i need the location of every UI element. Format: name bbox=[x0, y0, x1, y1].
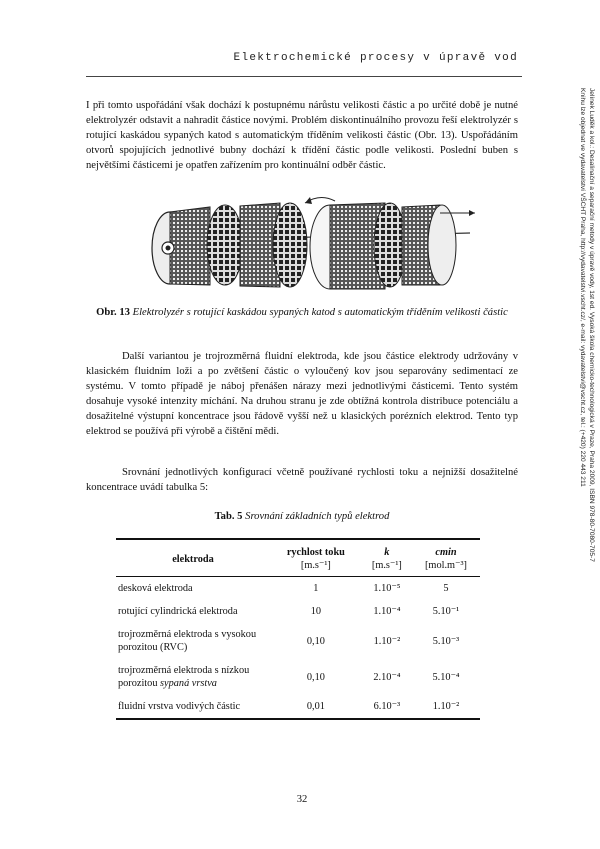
paragraph-fluid-electrode: Další variantou je trojrozměrná fluidní elektroda, kde jsou částice elektrody udržovány v klasickém fluidním loži a po zvětšení částic o vyloučený kov jsou separovány sedimentací ze systému. V tomto případě je náboj přenášen nárazy mezi jednotlivými částicemi. Tento systém dosahuje vysoké intenzity míchání. Na druhou stranu je zde obtížná kontrola distribuce potenciálu a dosažitelné výstupní koncentrace jsou řádově vyšší než u klasických porézních elektrod. Tento typ elektrod se používá při výrobě a čištění mědi. bbox=[86, 351, 518, 437]
cell-k: 1.10⁻⁵ bbox=[373, 583, 401, 594]
figure-caption bbox=[86, 305, 518, 320]
header-flow-unit: [m.s⁻¹] bbox=[300, 560, 331, 571]
table-title-label: Tab. 5 bbox=[214, 511, 243, 522]
cell-electrode: trojrozměrná elektroda s vysokou porozitou (RVC) bbox=[118, 629, 257, 653]
cell-cmin: 5.10⁻³ bbox=[432, 635, 460, 647]
header-cmin bbox=[412, 539, 480, 577]
cell-k: 6.10⁻³ bbox=[373, 701, 401, 712]
side-citation-note bbox=[579, 88, 596, 708]
table-row bbox=[116, 695, 480, 719]
cell-cmin: 5.10⁻⁴ bbox=[432, 671, 460, 683]
header-cmin-label: cmin bbox=[435, 547, 457, 558]
cell-flow: 0,10 bbox=[306, 671, 325, 683]
cell-flow: 1 bbox=[313, 583, 319, 594]
header-flow-label: rychlost toku bbox=[286, 547, 345, 558]
cell-electrode bbox=[116, 659, 270, 695]
side-note-line2: Knihu lze objednat ve vydavatelství VŠCHT Praha, http://vydavatelstvi.vscht.cz/, e-mail: vydavatelstvi@vscht.cz, tel.: (+420) 220 443 211 bbox=[579, 88, 586, 487]
table-title bbox=[86, 511, 518, 522]
figure-caption-text: Elektrolyzér s rotující kaskádou sypaných katod s automatickým tříděním velikosti částic bbox=[132, 307, 508, 318]
page-number: 32 bbox=[296, 794, 308, 805]
table-row bbox=[116, 623, 480, 659]
header-k-unit: [m.s⁻¹] bbox=[371, 560, 402, 571]
header-electrode: elektroda bbox=[172, 553, 214, 565]
table-row bbox=[116, 600, 480, 623]
separator-plate bbox=[207, 205, 243, 285]
table-header-row bbox=[116, 539, 480, 577]
paragraph-comparison: Srovnání jednotlivých konfigurací včetně používané rychlosti toku a nejnižší dosažitelné koncentrace uvádí tabulka 5: bbox=[86, 467, 518, 493]
cell-flow: 10 bbox=[310, 606, 322, 617]
header-cmin-unit: [mol.m⁻³] bbox=[425, 560, 467, 571]
electrode-comparison-table bbox=[116, 538, 480, 720]
cell-flow: 0,10 bbox=[306, 635, 325, 647]
cell-k: 1.10⁻² bbox=[373, 635, 401, 647]
cell-k: 2.10⁻⁴ bbox=[373, 671, 401, 683]
cell-electrode: rotující cylindrická elektroda bbox=[118, 606, 238, 617]
cell-electrode-main: trojrozměrná elektroda s nízkou porozitou bbox=[118, 665, 250, 689]
header-flow bbox=[270, 539, 362, 577]
header-rule bbox=[86, 76, 522, 77]
cell-electrode-italic: sypaná vrstva bbox=[160, 678, 217, 689]
cell-electrode: fluidní vrstva vodivých částic bbox=[118, 701, 241, 712]
header-k-label: k bbox=[384, 547, 390, 558]
cell-k: 1.10⁻⁴ bbox=[373, 606, 401, 617]
header-k bbox=[362, 539, 412, 577]
table-title-text: Srovnání základních typů elektrod bbox=[245, 511, 390, 522]
figure-caption-label: Obr. 13 bbox=[96, 307, 130, 318]
side-note-line1: Jelínek Luděk a kol.: Desalinační a separační metody v úpravě vody, 1st ed. Vysoká škola chemicko-technologická v Praze, Praha 2009, ISBN 978-80-7080-705-7 bbox=[588, 88, 595, 562]
cell-cmin: 1.10⁻² bbox=[432, 701, 460, 712]
cell-cmin: 5.10⁻¹ bbox=[432, 606, 460, 617]
electrolyzer-figure bbox=[140, 193, 480, 293]
cell-electrode: desková elektroda bbox=[118, 583, 193, 594]
table-row bbox=[116, 659, 480, 695]
table-row bbox=[116, 577, 480, 601]
cell-flow: 0,01 bbox=[306, 701, 325, 712]
running-header-title: Elektrochemické procesy v úpravě vod bbox=[233, 52, 518, 64]
cell-cmin: 5 bbox=[443, 583, 449, 594]
paragraph-intro: I při tomto uspořádání však dochází k postupnému nárůstu velikosti částic a po určité době je nutné elektrolyzér odstavit a nahradit částice novými. Problém diskontinuálního provozu řeší elektrolyzér s rotující kaskádou sypaných katod s automatickým tříděním velikosti částic (Obr. 13). Uspořádáním otvorů spojujících jednotlivé bubny dochází k třídění částic podle velikosti. Poslední buben s největšími částicemi je opatřen zařízením pro kontinuální odběr částic. bbox=[86, 100, 518, 171]
